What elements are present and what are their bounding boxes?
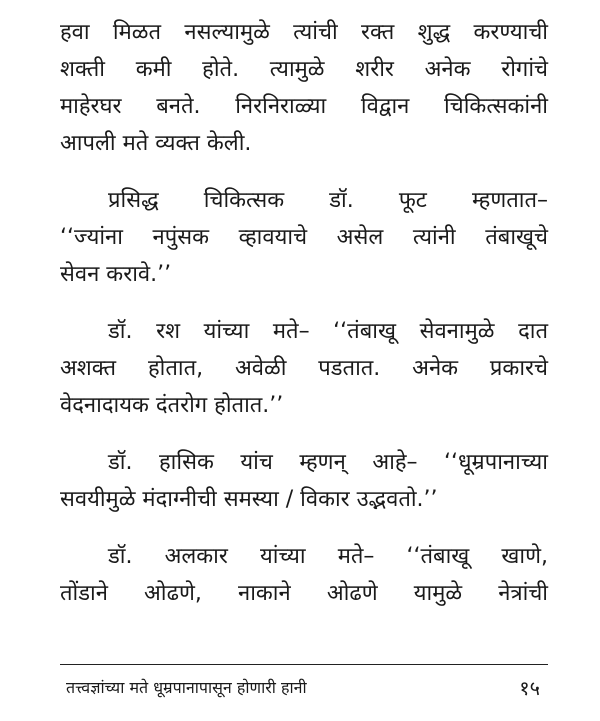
text-line: ‘‘ज्यांना नपुंसक व्हावयाचे असेल त्यांनी तंबाखूचे [60, 225, 548, 250]
text-line: वेदनादायक दंतरोग होतात.’’ [60, 393, 284, 418]
paragraph-4 [60, 444, 548, 518]
text-line: सवयीमुळे मंदाग्नीची समस्या / विकार उद्भवतो.’’ [60, 487, 438, 512]
text-line: सेवन करावे.’’ [60, 262, 172, 287]
page-footer [66, 672, 542, 702]
text-line: डॉ. अलकार यांच्या मते– ‘‘तंबाखू खाणे, [108, 544, 548, 569]
text-line: हवा मिळत नसल्यामुळे त्यांची रक्त शुद्ध करण्याची [60, 20, 548, 45]
footer-divider [60, 664, 548, 665]
text-line: आपली मते व्यक्त केली. [60, 131, 252, 156]
body-text [60, 14, 548, 612]
text-line: माहेरघर बनते. निरनिराळ्या विद्वान चिकित्सकांनी [60, 94, 548, 119]
running-title: तत्त्वज्ञांच्या मते धूम्रपानापासून होणारी हानी [66, 678, 307, 697]
text-line: प्रसिद्ध चिकित्सक डॉ. फूट म्हणतात– [108, 188, 548, 213]
paragraph-1 [60, 14, 548, 162]
text-line: डॉ. रश यांच्या मते– ‘‘तंबाखू सेवनामुळे दात [108, 319, 548, 344]
page-number: १५ [519, 675, 540, 700]
text-line: अशक्त होतात, अवेळी पडतात. अनेक प्रकारचे [60, 356, 548, 381]
paragraph-2 [60, 182, 548, 293]
text-line: शक्ती कमी होते. त्यामुळे शरीर अनेक रोगांचे [60, 57, 548, 82]
text-line: डॉ. हासिक यांच म्हणन् आहे– ‘‘धूम्रपानाच्या [108, 450, 548, 475]
paragraph-3 [60, 313, 548, 424]
paragraph-5 [60, 538, 548, 612]
text-line: तोंडाने ओढणे, नाकाने ओढणे यामुळे नेत्रांची [60, 581, 548, 606]
